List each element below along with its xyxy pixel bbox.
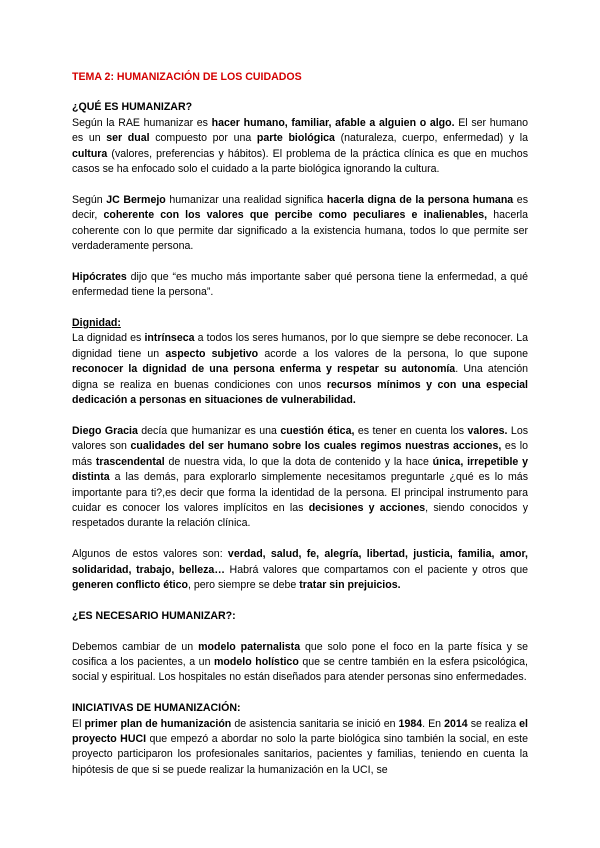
document-page (72, 70, 528, 778)
p5-run-9: de nuestra vida, lo que la dota de contenido y la hace (164, 455, 433, 468)
heading-es-necesario: ¿ES NECESARIO HUMANIZAR?: (72, 609, 236, 622)
p4-run-1: intrínseca (144, 332, 195, 345)
p8-run-4: . En (422, 717, 445, 730)
p7-run-1: modelo paternalista (198, 640, 301, 653)
p5-run-10: única, irrepetible y distinta (72, 455, 528, 484)
p4-run-4: acorde a los valores de la persona, lo que supone (258, 347, 528, 360)
p1-run-1: hacer humano, familiar, afable a alguien o algo. (211, 116, 455, 129)
p6-run-4: , pero siempre se debe (187, 578, 300, 591)
p5-run-5: Los valores son (72, 424, 529, 453)
p6-run-1: verdad, salud, fe, alegría, libertad, justicia, familia, amor, solidaridad, trabajo, belleza… (72, 548, 528, 576)
heading-iniciativas: INICIATIVAS DE HUMANIZACIÓN: (72, 702, 241, 715)
p7-run-2: que solo pone el foco en la parte física y se cosifica a los pacientes, a un (72, 640, 529, 668)
p8-run-8: que empezó a abordar no solo la parte biológica sino también la social, en este proyecto participaron los profesionales sanitarios, pacientes y familias, teniendo en cuenta la hipótesis de que si se puede realizar la humanización en la UCI, se (72, 732, 528, 776)
p4-run-5: reconocer la dignidad de una persona enferma y respetar su autonomía (72, 363, 456, 376)
paragraph-dignidad (72, 331, 528, 408)
p1-run-2: El ser humano es un (72, 116, 529, 145)
p6-run-5: tratar sin prejuicios. (299, 578, 401, 591)
p5-run-13: , siendo conocidos y respetados durante la relación clínica. (72, 501, 528, 530)
paragraph-iniciativas (72, 717, 528, 779)
p1-run-6: (naturaleza, cuerpo, enfermedad) y la (334, 132, 528, 145)
p4-run-6: . Una atención digna se realiza en buenas condiciones con unos (72, 363, 528, 391)
p5-run-6: cualidades del ser humano sobre los cuales regimos nuestras acciones, (130, 440, 502, 453)
p1-run-0: Según la RAE humanizar es (72, 116, 212, 129)
p7-run-3: modelo holístico (214, 655, 299, 668)
p5-run-11: a las demás, para explorarlo simplemente necesitamos preguntarle ¿qué es lo más importante para ti?,es decir que forma la identidad de la persona. El principal instrumento para cuidar es conocer los valores implícitos en las (72, 471, 528, 514)
paragraph-diego-gracia (72, 424, 528, 532)
p5-run-1: decía que humanizar es una (137, 424, 281, 437)
p3-run-0: Hipócrates (72, 270, 127, 283)
document-title: TEMA 2: HUMANIZACIÓN DE LOS CUIDADOS (72, 71, 302, 83)
p5-run-12: decisiones y acciones (308, 501, 426, 514)
p4-run-0: La dignidad es (72, 332, 145, 345)
p8-run-2: de asistencia sanitaria se inició en (231, 717, 399, 730)
paragraph-valores (72, 547, 528, 593)
p6-run-2: Habrá valores que compartamos con el paciente y otros que (224, 563, 529, 576)
p1-run-5: parte biológica (256, 132, 335, 145)
p8-run-1: primer plan de humanización (84, 717, 232, 730)
p4-run-2: a todos los seres humanos, por lo que siempre se debe reconocer. La dignidad tiene un (72, 332, 528, 360)
p8-run-6: se realiza (467, 717, 520, 730)
p2-run-3: hacerla digna de la persona humana (326, 193, 514, 206)
p5-run-7: es lo más (72, 440, 529, 468)
p1-run-3: ser dual (106, 132, 150, 145)
p6-run-0: Algunos de estos valores son: (72, 548, 228, 561)
p5-run-4: valores. (467, 424, 508, 437)
heading-que-es-humanizar: ¿QUÉ ES HUMANIZAR? (72, 101, 193, 114)
p8-run-5: 2014 (444, 717, 468, 730)
p2-run-4: es decir, (72, 193, 528, 222)
heading-dignidad: Dignidad: (72, 317, 121, 330)
p4-run-7: recursos mínimos y con una especial dedicación a personas en situaciones de vulnerabilidad. (72, 378, 528, 407)
p8-run-3: 1984 (398, 717, 423, 730)
p2-run-0: Según (72, 193, 107, 206)
p7-run-4: que se centre también en la esfera psicológica, social y espiritual. Los hospitales no están diseñados para atender personas sino enfermedades. (72, 655, 528, 684)
paragraph-definicion-rae (72, 116, 528, 178)
p2-run-2: humanizar una realidad significa (165, 193, 327, 206)
p1-run-8: (valores, preferencias y hábitos). El problema de la práctica clínica es que en muchos casos se ha enfocado solo el cuidado a la parte biológica ignorando la cultura. (72, 147, 528, 176)
paragraph-jc-bermejo (72, 193, 528, 255)
p2-run-1: JC Bermejo (106, 193, 166, 206)
p8-run-0: El (72, 717, 85, 730)
p5-run-8: trascendental (95, 455, 165, 468)
p6-run-3: generen conflicto ético (72, 578, 188, 591)
p3-run-1: dijo que “es mucho más importante saber qué persona tiene la enfermedad, a qué enfermedad tiene la persona”. (72, 270, 528, 299)
paragraph-modelo-holistico (72, 640, 528, 686)
p5-run-2: cuestión ética, (280, 424, 355, 437)
p1-run-4: compuesto por una (149, 132, 257, 145)
p1-run-7: cultura (72, 147, 108, 160)
p2-run-6: hacerla coherente con lo que permite dar significado a la existencia humana, todos lo que permite ser verdaderamente persona. (72, 209, 528, 253)
p8-run-7: el proyecto HUCI (72, 717, 528, 745)
paragraph-hipocrates (72, 270, 528, 301)
p2-run-5: coherente con los valores que percibe como peculiares e inalienables, (103, 209, 488, 222)
p5-run-0: Diego Gracia (72, 424, 138, 437)
p5-run-3: es tener en cuenta los (354, 424, 468, 437)
p4-run-3: aspecto subjetivo (165, 347, 259, 360)
p7-run-0: Debemos cambiar de un (72, 640, 199, 653)
